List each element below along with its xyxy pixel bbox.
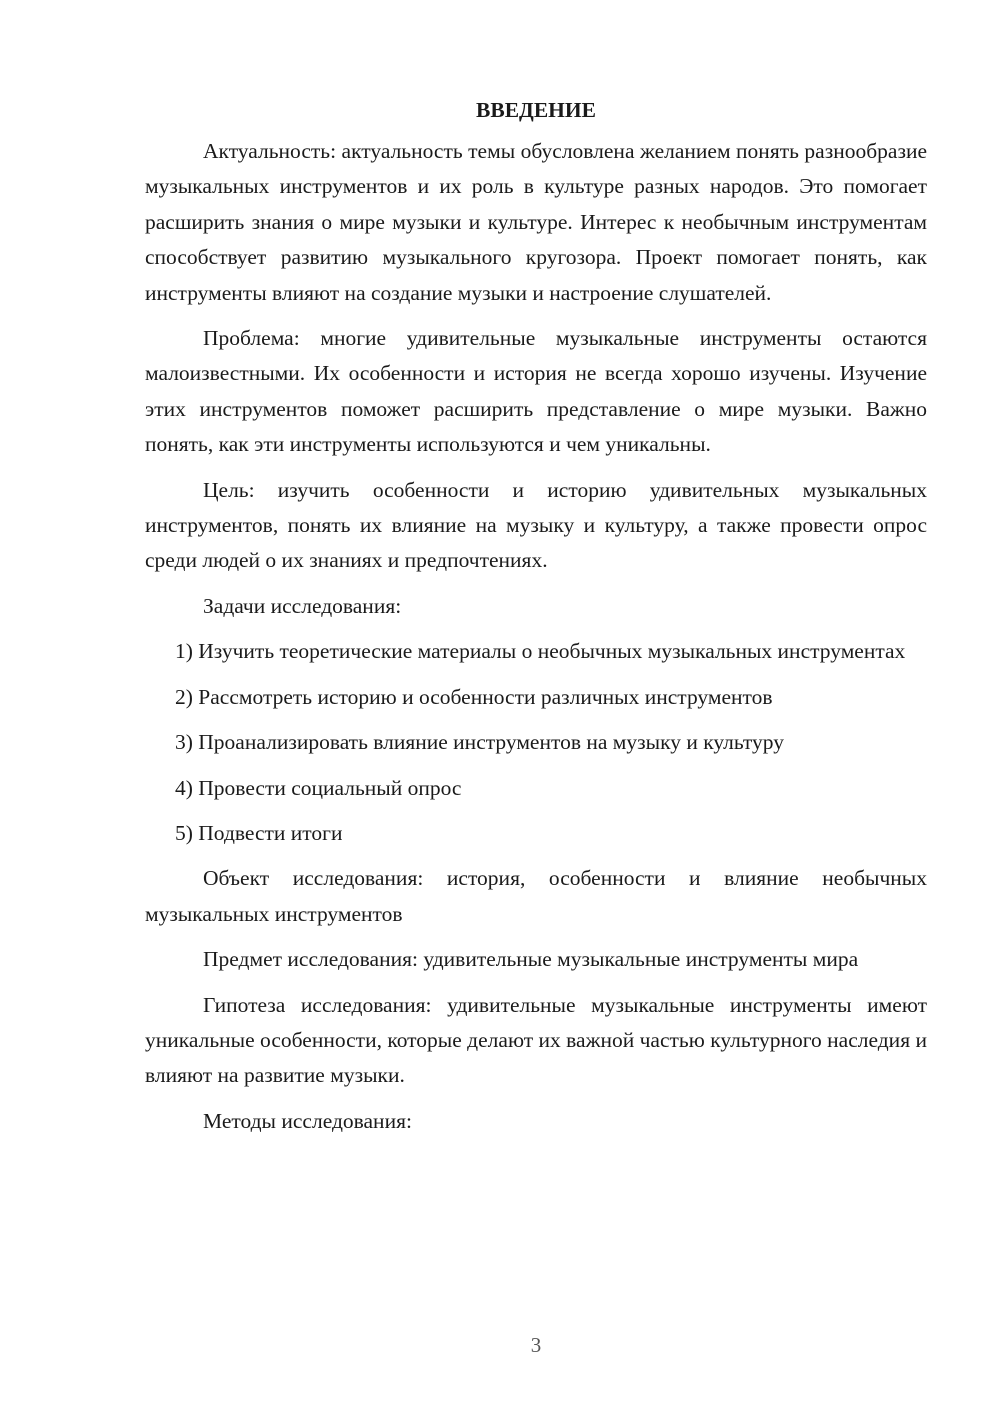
task-item-3: 3) Проанализировать влияние инструментов на музыку и культуру xyxy=(175,730,784,755)
page-number: 3 xyxy=(530,1333,542,1357)
paragraph-subject: Предмет исследования: удивительные музыкальные инструменты мира xyxy=(203,947,859,972)
task-item-4: 4) Провести социальный опрос xyxy=(175,775,462,800)
task-item-1: 1) Изучить теоретические материалы о необычных музыкальных инструментах xyxy=(175,639,906,664)
paragraph-object: Объект исследования: история, особенности и влияние необычных музыкальных инструментов xyxy=(145,866,927,926)
page-title: ВВЕДЕНИЕ xyxy=(476,98,596,122)
task-item-2: 2) Рассмотреть историю и особенности различных инструментов xyxy=(175,684,773,709)
tasks-heading: Задачи исследования: xyxy=(203,593,402,618)
paragraph-problem: Проблема: многие удивительные музыкальные инструменты остаются малоизвестными. Их особенности и история не всегда хорошо изучены. Изучение этих инструментов поможет расширить представление о мире музыки. Важно понять, как эти инструменты используются и чем уникальны. xyxy=(145,326,927,457)
paragraph-hypothesis: Гипотеза исследования: удивительные музыкальные инструменты имеют уникальные особенности, которые делают их важной частью культурного наследия и влияют на развитие музыки. xyxy=(145,992,927,1088)
document-page xyxy=(145,96,927,1149)
task-item-5: 5) Подвести итоги xyxy=(175,820,343,845)
paragraph-goal: Цель: изучить особенности и историю удивительных музыкальных инструментов, понять их влияние на музыку и культуру, а также провести опрос среди людей о их знаниях и предпочтениях. xyxy=(145,477,927,573)
paragraph-relevance: Актуальность: актуальность темы обусловлена желанием понять разнообразие музыкальных инструментов и их роль в культуре разных народов. Это помогает расширить знания о мире музыки и культуре. Интерес к необычным инструментам способствует развитию музыкального кругозора. Проект помогает понять, как инструменты влияют на создание музыки и настроение слушателей. xyxy=(145,139,927,305)
paragraph-methods: Методы исследования: xyxy=(203,1108,412,1133)
